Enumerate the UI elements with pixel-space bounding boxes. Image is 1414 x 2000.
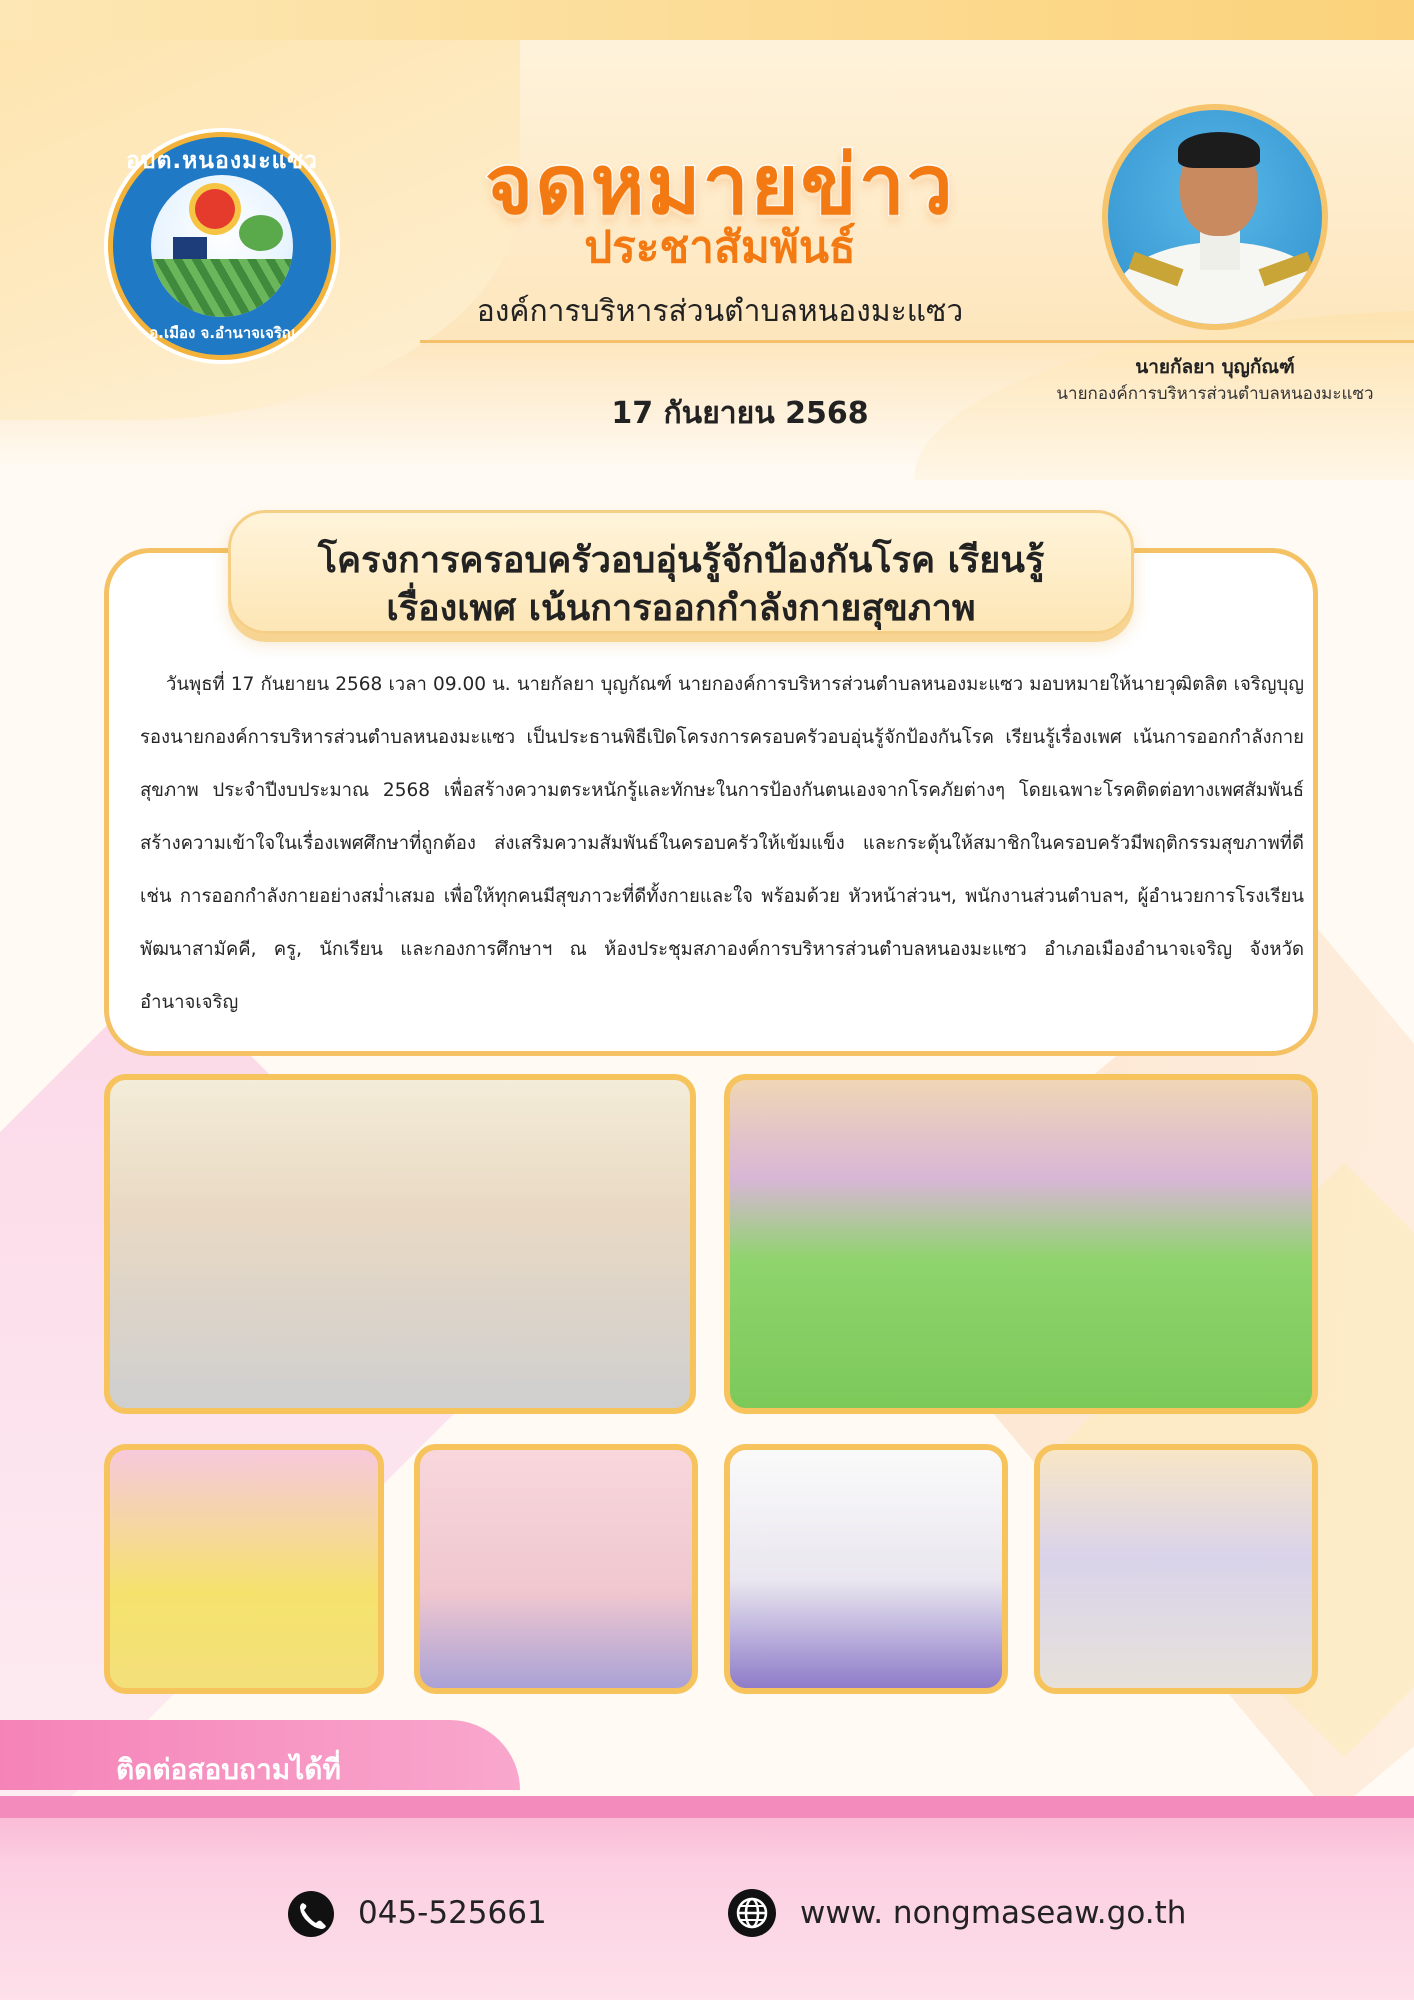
publication-date: 17 กันยายน 2568 bbox=[611, 396, 869, 431]
logo-text-top: อบต.หนองมะแซว bbox=[126, 148, 318, 174]
tree-icon bbox=[239, 215, 283, 251]
headline-line-1: โครงการครอบครัวอบอุ่นรู้จักป้องกันโรค เรียนรู้ bbox=[317, 540, 1045, 581]
footer-bar bbox=[0, 1796, 1414, 1818]
sun-icon bbox=[195, 189, 235, 229]
logo-emblem bbox=[151, 175, 293, 317]
headline-banner bbox=[228, 510, 1134, 634]
contact-label: ติดต่อสอบถามได้ที่ bbox=[116, 1753, 341, 1786]
portrait-hair bbox=[1178, 132, 1260, 168]
website-url[interactable]: www. nongmaseaw.go.th bbox=[800, 1895, 1187, 1931]
newsletter-title: จดหมายข่าว bbox=[485, 138, 955, 233]
footer bbox=[0, 1796, 1414, 2000]
article-body: วันพุธที่ 17 กันยายน 2568 เวลา 09.00 น. นายกัลยา บุญกัณฑ์ นายกองค์การบริหารส่วนตำบลหนองมะแซว มอบหมายให้นายวุฒิตลิต เจริญบุญ รองนายกองค์การบริหารส่วนตำบลหนองมะแซว เป็นประธานพิธีเปิดโครงการครอบครัวอบอุ่นรู้จักป้องกันโรค เรียนรู้เรื่องเพศ เน้นการออกกำลังกายสุขภาพ ประจำปีงบประมาณ 2568 เพื่อสร้างความตระหนักรู้และทักษะในการป้องกันตนเองจากโรคภัยต่างๆ โดยเฉพาะโรคติดต่อทางเพศสัมพันธ์ สร้างความเข้าใจในเรื่องเพศศึกษาที่ถูกต้อง ส่งเสริมความสัมพันธ์ในครอบครัวให้เข้มแข็ง และกระตุ้นให้สมาชิกในครอบครัวมีพฤติกรรมสุขภาพที่ดี เช่น การออกกำลังกายอย่างสม่ำเสมอ เพื่อให้ทุกคนมีสุขภาวะที่ดีทั้งกายและใจ พร้อมด้วย หัวหน้าส่วนฯ, พนักงานส่วนตำบลฯ, ผู้อำนวยการโรงเรียนพัฒนาสามัคคี, ครู, นักเรียน และกองการศึกษาฯ ณ ห้องประชุมสภาองค์การบริหารส่วนตำบลหนองมะแซว อำเภอเมืองอำนาจเจริญ จังหวัดอำนาจเจริญ bbox=[140, 674, 1304, 1013]
organization-name: องค์การบริหารส่วนตำบลหนองมะแซว bbox=[476, 294, 964, 329]
mayor-title: นายกองค์การบริหารส่วนตำบลหนองมะแซว bbox=[1056, 384, 1374, 404]
photo-students-activity bbox=[1034, 1444, 1318, 1694]
phone-number: 045-525661 bbox=[358, 1895, 547, 1931]
organization-logo bbox=[108, 132, 336, 360]
header-divider bbox=[420, 340, 1414, 343]
field-icon bbox=[151, 259, 293, 317]
photo-presiding-official bbox=[104, 1444, 384, 1694]
top-band bbox=[0, 0, 1414, 40]
logo-text-bottom: อ.เมือง จ.อำนาจเจริญ bbox=[149, 324, 295, 342]
portrait-collar bbox=[1200, 230, 1240, 270]
photo-group-presentation bbox=[724, 1444, 1008, 1694]
mayor-name: นายกัลยา บุญกัณฑ์ bbox=[1135, 356, 1295, 378]
photo-speaker-podium bbox=[414, 1444, 698, 1694]
photo-meeting-room bbox=[104, 1074, 696, 1414]
newsletter-subtitle: ประชาสัมพันธ์ bbox=[584, 222, 856, 273]
photo-students-seated bbox=[724, 1074, 1318, 1414]
phone-icon bbox=[288, 1891, 334, 1937]
headline-line-2: เรื่องเพศ เน้นการออกกำลังกายสุขภาพ bbox=[386, 588, 976, 629]
mayor-portrait bbox=[1102, 104, 1328, 330]
globe-icon bbox=[728, 1889, 776, 1937]
